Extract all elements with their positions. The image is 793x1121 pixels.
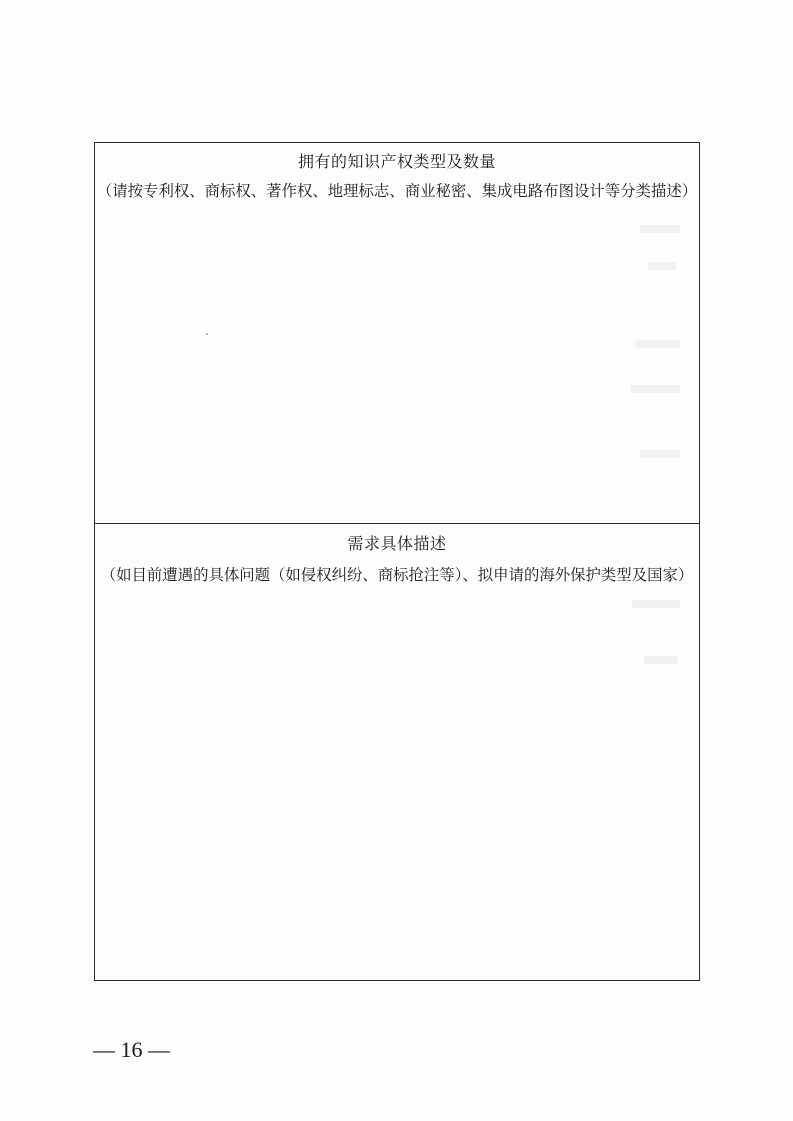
bleed-through-mark — [648, 262, 676, 270]
form-table — [94, 142, 700, 981]
ip-types-section — [95, 143, 699, 524]
ip-types-instructions: （请按专利权、商标权、著作权、地理标志、商业秘密、集成电路布图设计等分类描述） — [96, 182, 698, 200]
bleed-through-mark — [632, 600, 680, 608]
bleed-through-mark — [636, 340, 680, 348]
needs-section — [95, 524, 699, 980]
bleed-through-mark — [640, 450, 680, 458]
page-number: — 16 — — [93, 1037, 170, 1062]
needs-heading: 需求具体描述 — [347, 534, 447, 553]
bleed-through-mark — [640, 225, 680, 233]
needs-instructions: （如目前遭遇的具体问题（如侵权纠纷、商标抢注等）、拟申请的海外保护类型及国家） — [100, 566, 694, 584]
ip-types-heading: 拥有的知识产权类型及数量 — [297, 152, 496, 171]
bleed-through-mark — [644, 656, 678, 664]
bleed-through-mark — [630, 385, 680, 393]
scan-speck — [206, 333, 208, 335]
